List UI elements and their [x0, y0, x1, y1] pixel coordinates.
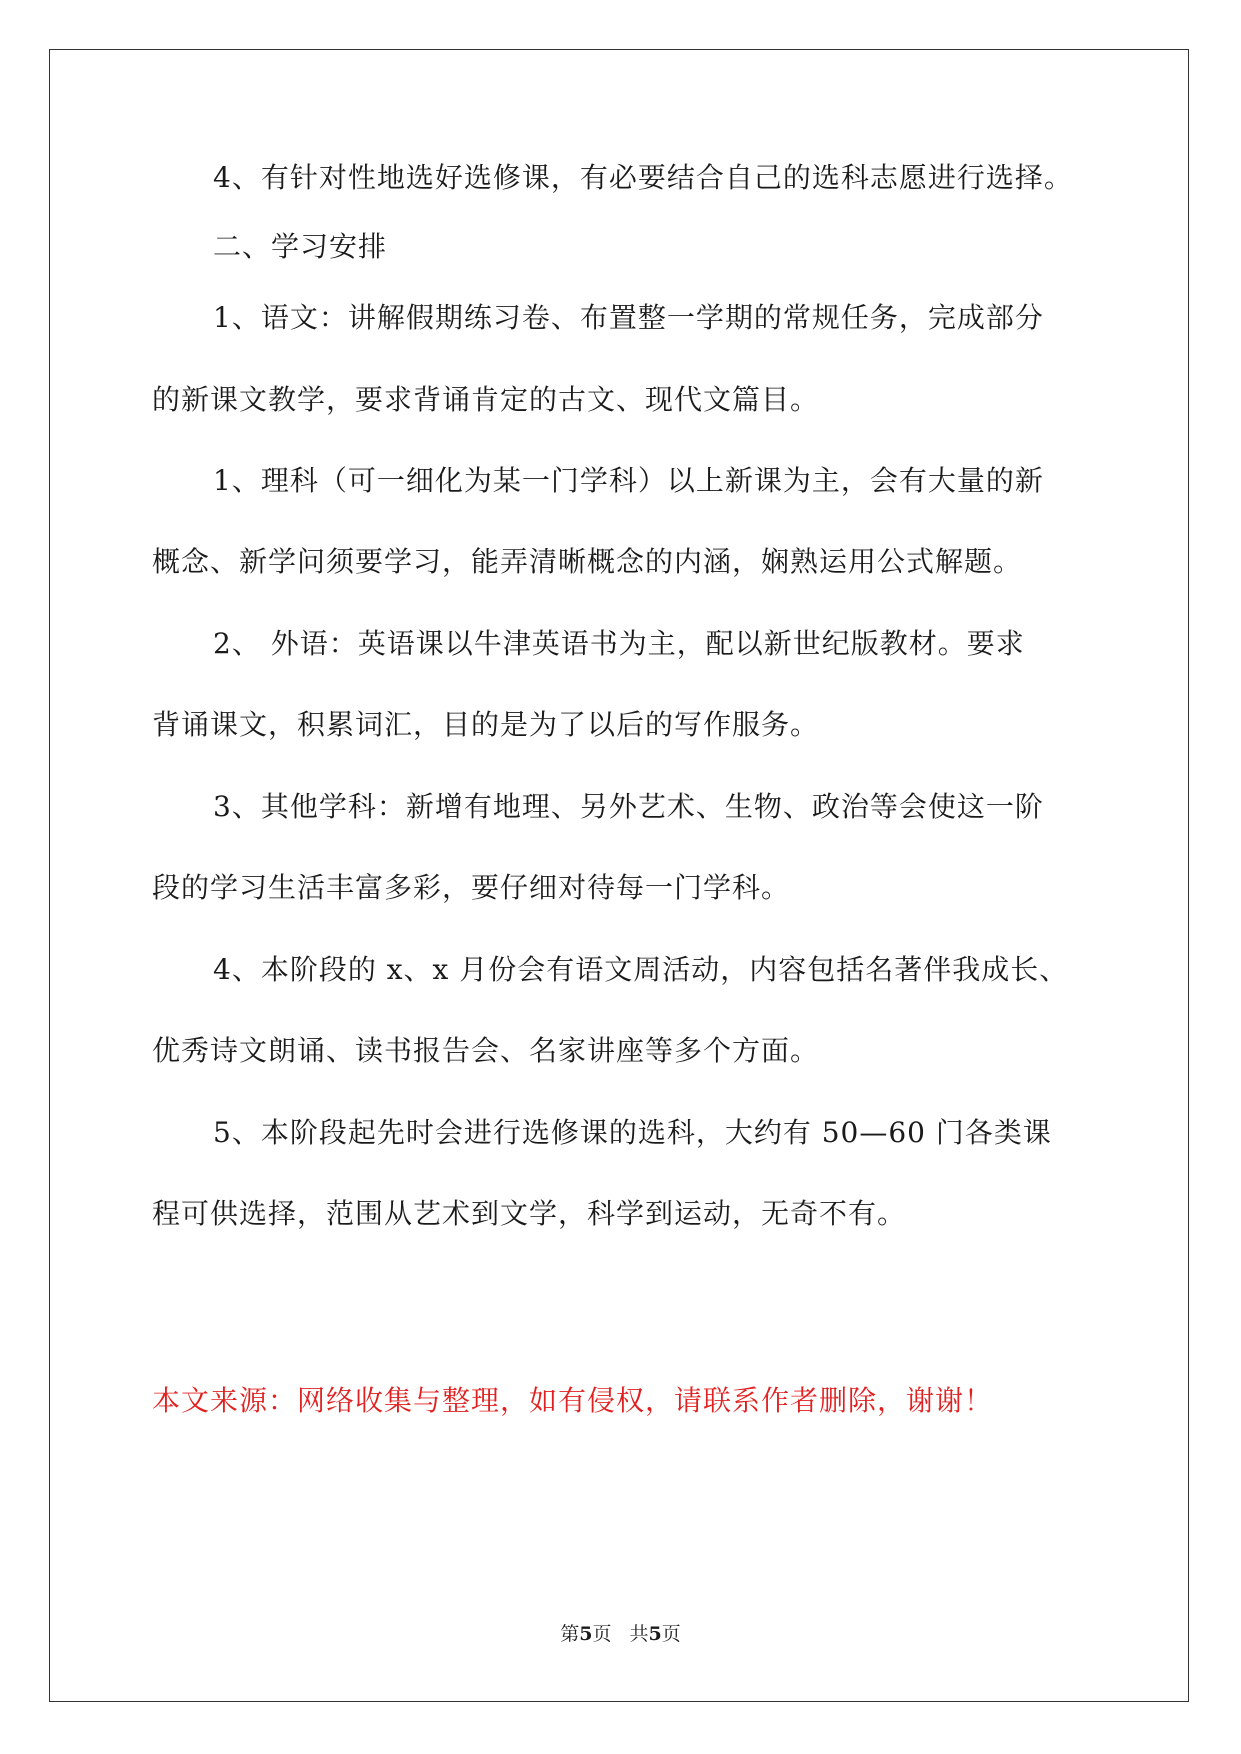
body-line-1: 4、有针对性地选好选修课，有必要结合自己的选科志愿进行选择。 [213, 161, 1073, 194]
body-line-14: 程可供选择，范围从艺术到文学，科学到运动，无奇不有。 [152, 1197, 907, 1230]
footer-total-suffix: 页 [661, 1623, 681, 1645]
body-line-11: 4、本阶段的 x、x 月份会有语文周活动，内容包括名著伴我成长、 [213, 953, 1069, 986]
source-note: 本文来源：网络收集与整理，如有侵权，请联系作者删除，谢谢！ [152, 1384, 994, 1417]
body-line-13: 5、本阶段起先时会进行选修课的选科，大约有 50—60 门各类课 [213, 1116, 1052, 1149]
footer-page-prefix: 第 [560, 1623, 580, 1645]
page-footer [0, 1622, 1241, 1646]
body-line-4: 的新课文教学，要求背诵肯定的古文、现代文篇目。 [152, 383, 820, 416]
footer-page-total: 5 [648, 1623, 662, 1645]
footer-page-suffix: 页 [592, 1623, 612, 1645]
body-line-3: 1、语文：讲解假期练习卷、布置整一学期的常规任务，完成部分 [213, 301, 1044, 334]
body-line-7: 2、 外语：英语课以牛津英语书为主，配以新世纪版教材。要求 [213, 627, 1025, 660]
body-line-8: 背诵课文，积累词汇，目的是为了以后的写作服务。 [152, 708, 820, 741]
body-line-9: 3、其他学科：新增有地理、另外艺术、生物、政治等会使这一阶 [213, 790, 1044, 823]
body-line-10: 段的学习生活丰富多彩，要仔细对待每一门学科。 [152, 871, 791, 904]
section-heading: 二、学习安排 [213, 230, 388, 263]
body-line-6: 概念、新学问须要学习，能弄清晰概念的内涵，娴熟运用公式解题。 [152, 545, 1023, 578]
body-line-12: 优秀诗文朗诵、读书报告会、名家讲座等多个方面。 [152, 1034, 820, 1067]
footer-total-prefix: 共 [629, 1623, 649, 1645]
footer-page-current: 5 [579, 1623, 593, 1645]
body-line-5: 1、理科（可一细化为某一门学科）以上新课为主，会有大量的新 [213, 464, 1044, 497]
